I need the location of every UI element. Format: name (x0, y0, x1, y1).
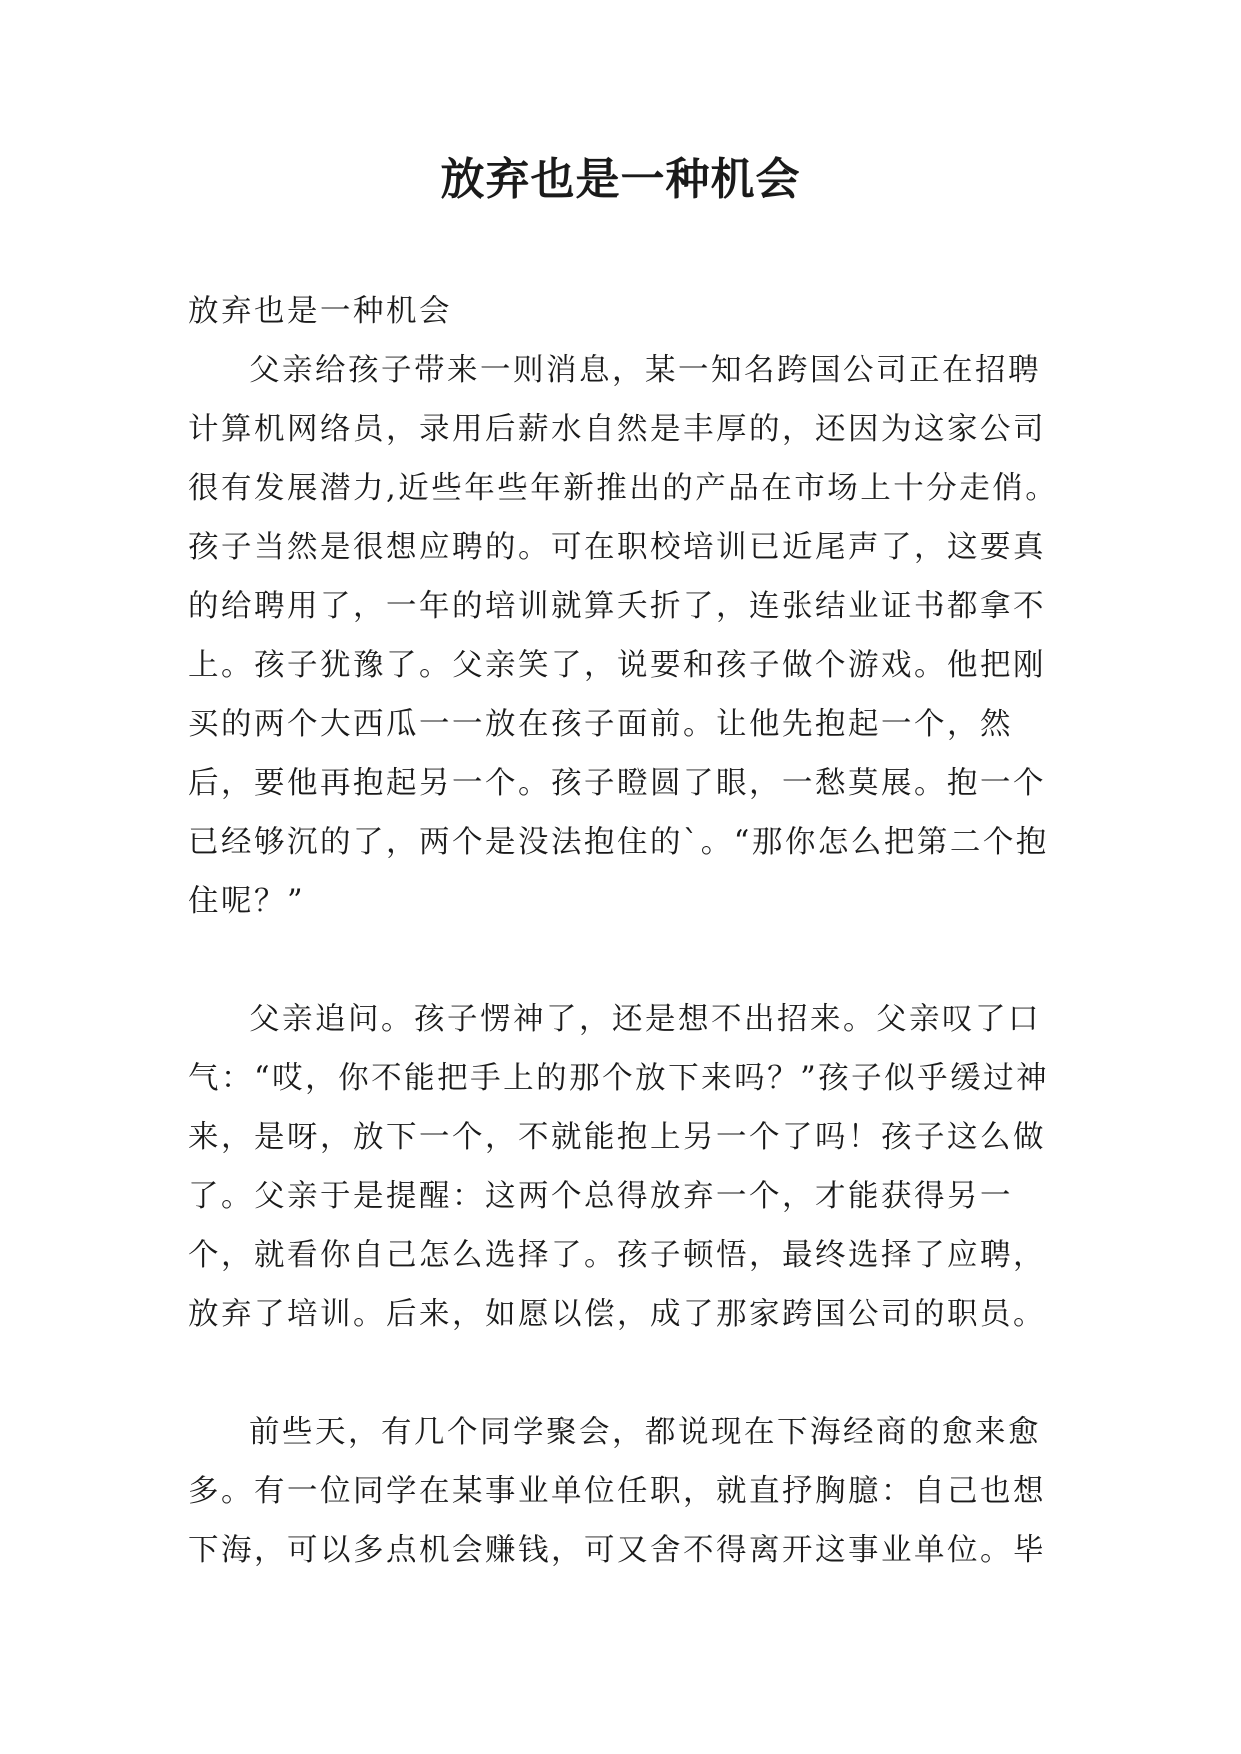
paragraph-2: 父亲追问。孩子愣神了，还是想不出招来。父亲叹了口气：“哎，你不能把手上的那个放下来吗？”孩子似乎缓过神来，是呀，放下一个，不就能抱上另一个了吗！孩子这么做了。父亲于是提醒：这两个总得放弃一个，才能获得另一个，就看你自己怎么选择了。孩子顿悟，最终选择了应聘，放弃了培训。后来，如愿以偿，成了那家跨国公司的职员。 (188, 1002, 1050, 1332)
document-body (188, 282, 1060, 1580)
document-title: 放弃也是一种机会 (440, 154, 801, 205)
paragraph-spacer (188, 931, 1060, 990)
paragraph-1: 父亲给孩子带来一则消息，某一知名跨国公司正在招聘计算机网络员，录用后薪水自然是丰厚的，还因为这家公司很有发展潜力,近些年些年新推出的产品在市场上十分走俏。孩子当然是很想应聘的。可在职校培训已近尾声了，这要真的给聘用了，一年的培训就算夭折了，连张结业证书都拿不上。孩子犹豫了。父亲笑了，说要和孩子做个游戏。他把刚买的两个大西瓜一一放在孩子面前。让他先抱起一个，然后，要他再抱起另一个。孩子瞪圆了眼，一愁莫展。抱一个已经够沉的了，两个是没法抱住的`。“那你怎么把第二个抱住呢？” (188, 353, 1059, 919)
paragraph-spacer (188, 1344, 1060, 1403)
document-subtitle: 放弃也是一种机会 (188, 294, 452, 329)
paragraph-3: 前些天，有几个同学聚会，都说现在下海经商的愈来愈多。有一位同学在某事业单位任职，就直抒胸臆：自己也想下海，可以多点机会赚钱，可又舍不得离开这事业单位。毕 (188, 1415, 1046, 1568)
